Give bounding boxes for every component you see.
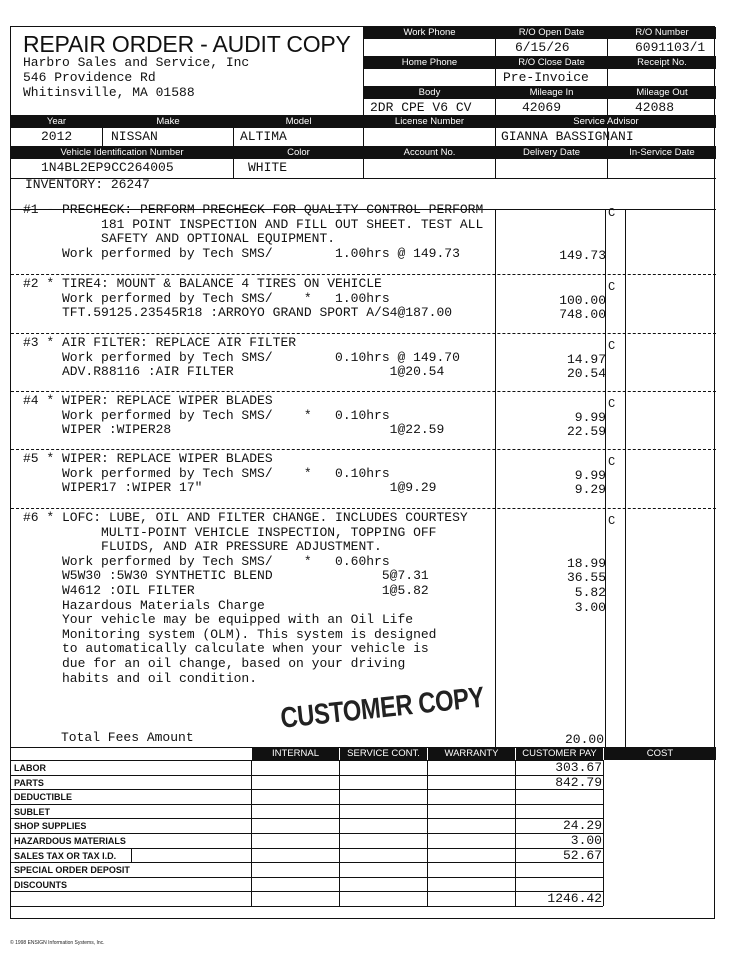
delivery-date-label: Delivery Date [496, 147, 607, 159]
job-line: due for an oil change, based on your driving [23, 656, 406, 671]
page-title: REPAIR ORDER - AUDIT COPY [23, 31, 351, 57]
job-line: #5 * WIPER: REPLACE WIPER BLADES [23, 451, 273, 466]
ro-close-date-value: Pre-Invoice [503, 70, 589, 85]
summary-row-label: SUBLET [14, 806, 50, 817]
job-amount: 100.00 [559, 292, 606, 308]
model-label: Model [234, 116, 363, 128]
job-line: WIPER17 :WIPER 17" 1@9.29 [23, 480, 437, 496]
summary-row-label: DISCOUNTS [14, 879, 68, 890]
mileage-in-value: 42069 [522, 100, 562, 115]
job-separator [11, 333, 716, 334]
home-phone-label: Home Phone [364, 57, 495, 69]
job-line: W5W30 :5W30 SYNTHETIC BLEND 5@7.31 [23, 568, 429, 584]
job-line: 181 POINT INSPECTION AND FILL OUT SHEET. TEST ALL [23, 216, 484, 232]
make-value: NISSAN [111, 129, 158, 144]
job-line: to automatically calculate when your vehicle is [23, 641, 429, 657]
summary-column-header: INTERNAL [252, 747, 339, 760]
service-advisor-label: Service Advisor [496, 116, 716, 128]
job-amount: 22.59 [566, 424, 606, 440]
dealer-name: Harbro Sales and Service, Inc [23, 55, 250, 70]
summary-customer-pay: 3.00 [570, 833, 602, 848]
summary-row-label: SPECIAL ORDER DEPOSIT [14, 865, 130, 876]
job-line: WIPER :WIPER28 1@22.59 [23, 422, 445, 438]
job-separator [11, 449, 716, 450]
summary-customer-pay: 24.29 [562, 818, 602, 834]
make-label: Make [103, 116, 233, 128]
service-advisor-value: GIANNA BASSIGNANI [501, 129, 634, 144]
job-amount: 3.00 [574, 599, 606, 615]
job-line: #6 * LOFC: LUBE, OIL AND FILTER CHANGE. INCLUDES COURTESY [23, 510, 468, 525]
license-number-label: License Number [364, 116, 495, 128]
summary-total: 1246.42 [547, 891, 602, 907]
job-line: W4612 :OIL FILTER 1@5.82 [23, 583, 429, 598]
job-line: #3 * AIR FILTER: REPLACE AIR FILTER [23, 335, 297, 350]
job-status-code: C [608, 280, 616, 294]
summary-row-label: HAZARDOUS MATERIALS [14, 836, 126, 846]
mileage-out-label: Mileage Out [608, 87, 716, 99]
job-status-code: C [608, 339, 616, 353]
job-amount: 748.00 [559, 307, 606, 323]
job-line: Work performed by Tech SMS/ * 0.60hrs [23, 553, 390, 569]
job-line: Work performed by Tech SMS/ * 0.10hrs [23, 407, 390, 423]
dealer-street: 546 Providence Rd [23, 70, 156, 85]
mileage-in-label: Mileage In [496, 87, 607, 99]
job-amount: 5.82 [574, 585, 606, 600]
job-line: Work performed by Tech SMS/ * 1.00hrs [23, 290, 390, 306]
job-status-code: C [608, 397, 616, 411]
total-fees-amount: 20.00 [564, 732, 604, 747]
summary-column-header: SERVICE CONT. [340, 747, 427, 760]
job-amount: 149.73 [559, 247, 606, 263]
job-amount: 20.54 [566, 366, 606, 382]
job-amount: 9.29 [574, 482, 606, 498]
customer-copy-stamp: CUSTOMER COPY [279, 681, 486, 735]
summary-row-label: DEDUCTIBLE [14, 792, 72, 803]
year-value: 2012 [41, 129, 73, 144]
job-amount: 9.99 [574, 409, 606, 425]
job-separator [11, 274, 716, 275]
job-line: Work performed by Tech SMS/ * 0.10hrs [23, 465, 390, 481]
summary-column-header: COST [604, 747, 716, 760]
color-value: WHITE [248, 160, 288, 175]
job-amount: 9.99 [574, 467, 606, 483]
job-separator [11, 508, 716, 509]
job-line: MULTI-POINT VEHICLE INSPECTION, TOPPING OFF [23, 524, 437, 540]
job-line: habits and oil condition. [23, 670, 258, 686]
body-label: Body [364, 87, 495, 99]
job-line: Work performed by Tech SMS/ 0.10hrs @ 149.70 [23, 349, 460, 365]
ro-close-date-label: R/O Close Date [496, 57, 607, 69]
summary-column-header: CUSTOMER PAY [516, 747, 603, 760]
job-line: #2 * TIRE4: MOUNT & BALANCE 4 TIRES ON VEHICLE [23, 276, 382, 291]
ro-open-date-value: 6/15/26 [515, 40, 570, 55]
mileage-out-value: 42088 [635, 100, 675, 115]
year-label: Year [11, 116, 102, 128]
total-fees-label: Total Fees Amount [61, 730, 194, 745]
ro-number-value: 6091103/1 [635, 40, 706, 55]
model-value: ALTIMA [240, 129, 287, 144]
copyright-footer: © 1998 ENSIGN Information Systems, Inc. [10, 940, 105, 946]
job-line: FLUIDS, AND AIR PRESSURE ADJUSTMENT. [23, 539, 382, 555]
job-status-code: C [608, 514, 616, 528]
job-amount: 36.55 [566, 570, 606, 586]
job-line: #4 * WIPER: REPLACE WIPER BLADES [23, 393, 273, 408]
vin-label: Vehicle Identification Number [11, 147, 233, 159]
inventory-number: INVENTORY: 26247 [25, 177, 150, 192]
work-phone-label: Work Phone [364, 27, 495, 39]
summary-customer-pay: 303.67 [555, 760, 602, 775]
job-line: TFT.59125.23545R18 :ARROYO GRAND SPORT A/S4@187.00 [23, 305, 453, 321]
job-amount: 14.97 [566, 351, 606, 367]
summary-row-label: SALES TAX OR TAX I.D. [14, 850, 117, 861]
job-status-code: C [608, 455, 616, 469]
ro-open-date-label: R/O Open Date [496, 27, 607, 39]
ro-number-label: R/O Number [608, 27, 716, 39]
job-separator [11, 391, 716, 392]
job-line: Work performed by Tech SMS/ 1.00hrs @ 149.73 [23, 245, 460, 261]
job-line: ADV.R88116 :AIR FILTER 1@20.54 [23, 364, 445, 380]
vin-value: 1N4BL2EP9CC264005 [41, 160, 174, 175]
job-line: #1 - PRECHECK: PERFORM PRECHECK FOR QUALITY CONTROL PERFORM [23, 202, 484, 217]
job-status-code: C [608, 206, 616, 220]
account-no-label: Account No. [364, 147, 495, 159]
job-line: Monitoring system (OLM). This system is designed [23, 626, 437, 642]
color-label: Color [234, 147, 363, 159]
job-line: Your vehicle may be equipped with an Oil Life [23, 612, 414, 628]
job-line: SAFETY AND OPTIONAL EQUIPMENT. [23, 231, 336, 247]
repair-order-form [10, 26, 715, 919]
job-line: Hazardous Materials Charge [23, 597, 265, 613]
summary-row-label: SHOP SUPPLIES [14, 821, 87, 832]
summary-customer-pay: 842.79 [555, 774, 602, 790]
summary-column-header: WARRANTY [428, 747, 515, 760]
summary-row-label: PARTS [14, 777, 44, 788]
summary-row-label: LABOR [14, 763, 46, 773]
in-service-date-label: In-Service Date [608, 147, 716, 159]
receipt-no-label: Receipt No. [608, 57, 716, 69]
dealer-city: Whitinsville, MA 01588 [23, 85, 195, 100]
job-amount: 18.99 [566, 555, 606, 571]
body-value: 2DR CPE V6 CV [370, 100, 472, 115]
summary-customer-pay: 52.67 [562, 847, 602, 863]
